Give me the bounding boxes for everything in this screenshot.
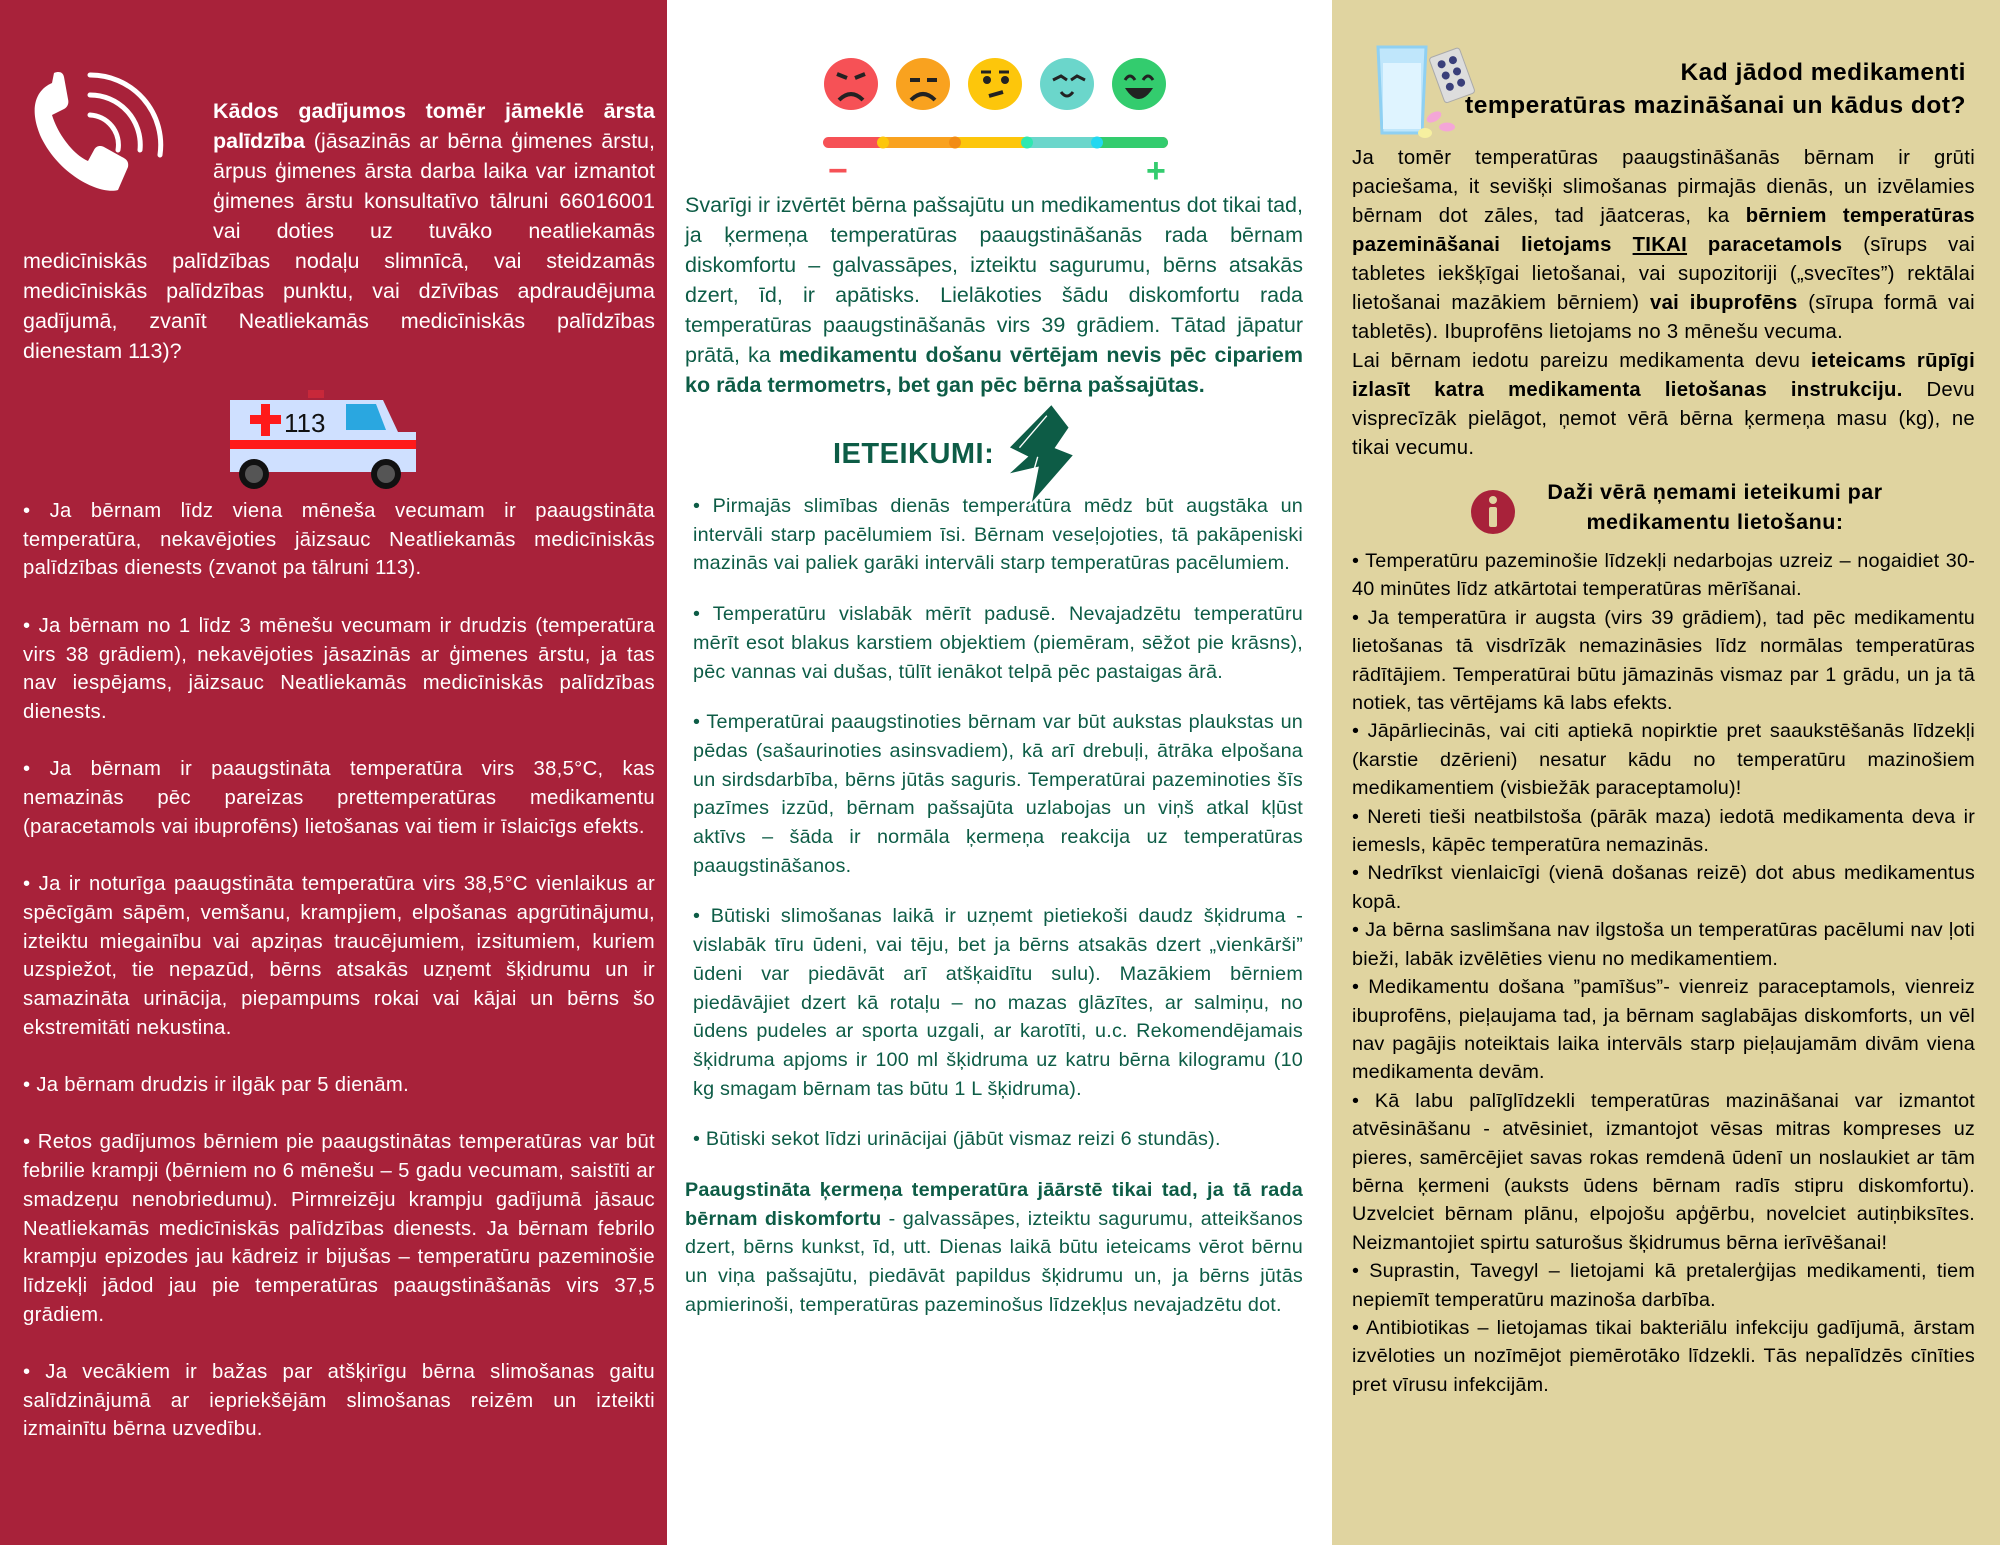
scale-plus-label: + [1146,152,1166,187]
list-item: • Ja ir noturīga paaugstināta temperatūra virs 38,5°C vienlaikus ar spēcīgām sāpēm, vemšanu, krampjiem, elpošanas apgrūtinājumu, izteiktu miegainību vai apziņas traucējumiem, izsitumiem, kuriem uzspiežot, tie nepazūd, bērns atsakās uzņemt šķidrumu un ir samazināta urinācija, piepampums rokai vai kājai un bērns šo ekstremitāti nekustina. [23,873,655,1039]
right-bullet-list [1352,547,1975,1399]
list-item: • Temperatūru pazeminošie līdzekļi nedarbojas uzreiz – nogaidiet 30-40 minūtes līdz atkārtotai temperatūras mērīšanai. [1352,550,1975,601]
emphasis: bērniem temperatūras pazemināšanai lietojams [1352,205,1975,256]
left-intro-text: (jāsazinās ar bērna ģimenes ārstu, ārpus ģimenes ārsta darba laika var izmantot ģimenes ārstu konsultatīvo tālruni 66016001 vai doties uz tuvāko neatliekamās medicīniskās palīdzības nodaļu slimnīcā, vai steidzamās medicīniskās palīdzības punktu, vai dzīvības apdraudējuma gadījumā, zvanīt Neatliekamās medicīniskās palīdzības dienestam 113)? [23,129,655,363]
right-heading-line2: temperatūras mazināšanai un kādus dot? [1465,92,1966,119]
mid-bullet-list [685,492,1303,1154]
mid-final-paragraph [685,1176,1303,1320]
text: Ja tomēr temperatūras paaugstināšanās bērnam ir grūti paciešama, it sevišķi slimošanas pirmajās dienās, un izvēlamies bērnam dot zāles, tad jāatceras, ka [1352,147,1975,227]
sad-face-icon [896,58,950,110]
info-icon [1470,489,1516,535]
list-item: • Ja bērnam drudzis ir ilgāk par 5 dienām. [23,1074,410,1096]
list-item: • Temperatūrai paaugstinoties bērnam var būt aukstas plaukstas un pēdas (sašaurinoties asinsvadiem), kā arī drebuļi, ātrāka elpošana un sirdsdarbība, bērns jūtās saguris. Temperatūrai pazeminoties šīs pazīmes izzūd, bērnam pašsajūta uzlabojas un viņš atkal kļūst aktīvs – šāda ir normāla ķermeņa reakcija uz temperatūras paaugstināšanos. [693,711,1303,877]
list-item: • Ja bērnam līdz viena mēneša vecumam ir paaugstināta temperatūra, nekavējoties jāizsauc Neatliekamās medicīniskās palīdzības dienests (zvanot pa tālruni 113). [23,500,655,580]
list-item: • Jāpārliecinās, vai citi aptiekā nopirktie pret saaukstēšanās līdzekļi (karstie dzērieni) nesatur kādu no temperatūru mazinošiem medikamentiem (visbiežāk paraceptamolu)! [1352,720,1975,800]
right-paragraph-2 [1352,347,1975,463]
emphasis: vai ibuprofēns [1649,292,1798,314]
happy-face-icon [1112,58,1166,110]
scale-minus-label: − [828,152,848,187]
medication-tips-heading-line2: medikamentu lietošanu: [1586,510,1844,534]
list-item: • Nereti tieši neatbilstoša (pārāk maza) iedotā medikamenta deva ir iemesls, kāpēc temperatūra nemazinās. [1352,805,1975,857]
medication-tips-heading [1535,477,1895,537]
list-item: • Ja vecākiem ir bažas par atšķirīgu bērna slimošanas gaitu salīdzinājumā ar iepriekšējām slimošanas reizēm un izteikti izmainītu bērna uzvedību. [23,1361,655,1441]
tips-heading-row [685,400,1303,492]
middle-text-flow [685,190,1303,1320]
middle-column [667,0,1332,1545]
list-item: • Būtiski sekot līdzi urinācijai (jābūt vismaz reizi 6 stundās). [693,1128,1221,1151]
list-item: • Nedrīkst vienlaicīgi (vienā došanas reizē) dot abus medikamentus kopā. [1352,862,1975,913]
list-item: • Ja bērna saslimšana nav ilgstoša un temperatūras pacēlumi nav ļoti bieži, labāk izvēlēties vienu no medikamentiem. [1352,919,1975,970]
list-item: • Būtiski slimošanas laikā ir uzņemt pietiekoši daudz šķidruma - vislabāk tīru ūdeni, vai tēju, bet ja bērns atsakās dzert „vienkārši” ūdeni var piedāvāt arī atšķaidītu sulu). Mazākiem bērniem piedāvājiet dzert kā rotaļu – no mazas glāzītes, ar salmiņu, no ūdens pudeles ar sporta uzgali, ar karotīti, u.c. Rekomendējamais šķidruma apjoms ir 100 ml šķidruma uz katru bērna kilogramu (10 kg smagam bērnam tas būtu 1 L šķidruma). [693,905,1303,1100]
text: (sīrupa formā vai tabletēs). Ibuprofēns lietojams no 3 mēnešu vecuma. [1352,292,1975,343]
list-item: • Temperatūru vislabāk mērīt padusē. Nevajadzētu temperatūru mērīt esot blakus karstiem objektiem (piemēram, sēžot pie krāsns), pēc vannas vai dušas, tūlīt ienākot telpā pēc pastaigas ārā. [693,603,1303,683]
tips-heading: IETEIKUMI: [833,438,995,470]
text: Devu visprecīzāk pielāgot, ņemot vērā bērna ķermeņa masu (kg), ne tikai vecumu. [1352,379,1975,459]
list-item: • Pirmajās slimības dienās temperatūra mēdz būt augstāka un intervāli starp pacēlumiem īsi. Bērnam veseļojoties, tā pakāpeniski mazinās vai paliek garāki intervāli starp temperatūras pacēlumiem. [693,495,1303,575]
content-face-icon [1040,58,1094,110]
right-heading [1465,56,1966,122]
neutral-face-icon [968,58,1022,110]
emphasis: ieteicams rūpīgi izlasīt katra medikamenta lietošanas instrukciju. [1352,350,1976,401]
ambulance-icon [228,390,420,490]
list-item: • Ja bērnam ir paaugstināta temperatūra virs 38,5°C, kas nemazinās pēc pareizas prettemperatūras medikamentu (paracetamols vai ibuprofēns) lietošanas vai tiem ir īslaicīgs efekts. [23,758,655,838]
list-item: • Suprastin, Tavegyl – lietojami kā pretalerģijas medikamenti, tiem nepiemīt temperatūru mazinoša darbība. [1352,1260,1975,1311]
list-item: • Kā labu palīglīdzekli temperatūras mazināšanai var izmantot atvēsināšanu - atvēsiniet, izmantojot vēsas mitras kompreses uz pieres, samērcējiet savas rokas remdenā ūdenī un noslaukiet ar tām bērna ķermeni (auksts ūdens bērnam radīs stipru diskomfortu). Uzvelciet bērnam plānu, elpojošu apģērbu, novelciet autiņbiksītes. Neizmantojiet spirtu saturošus šķidrumus bērna ierīvēšanai! [1352,1089,1975,1254]
ambulance-number: 113 [284,408,326,438]
left-intro-heading: Kādos gadījumos tomēr jāmeklē ārsta palīdzība [213,99,655,153]
right-heading-line1: Kad jādod medikamenti [1680,59,1966,86]
right-paragraph-1 [1352,144,1975,347]
list-item: • Retos gadījumos bērniem pie paaugstinātas temperatūras var būt febrilie krampji (bērniem no 6 mēnešu – 5 gadu vecumam, saistīti ar smadzeņu nenobriedumu). Pirmreizēju krampju gadījumā jāsauc Neatliekamās medicīniskās palīdzības dienests. Ja bērnam febrilo krampju epizodes jau kādreiz ir bijušas – temperatūru pazeminošie līdzekļi jādod jau pie temperatūras paaugstināšanās virs 37,5 grādiem. [23,1131,655,1326]
list-item: • Medikamentu došana ”pamīšus”- vienreiz paraceptamols, vienreiz ibuprofēns, pieļaujama tad, ja bērnam saglabājas diskomforts, un vēl nav pagājis noteiktais laika intervāls starp pieļaujamām divām viena medikamenta devām. [1352,976,1975,1084]
mid-final-text: - galvassāpes, izteiktu sagurumu, atteikšanos dzert, bērns kunkst, īd, utt. Dienas laikā būtu ieteicams vērot bērnu un viņa pašsajūtu, piedāvāt papildus šķidrumu un, ja bērns jūtās apmierinoši, temperatūras pazeminošus līdzekļus nevajadzētu dot. [685,1207,1303,1316]
angry-face-icon [824,58,878,110]
list-item: • Ja temperatūra ir augsta (virs 39 grādiem), tad pēc medikamentu lietošanas tā visdrīzāk nemazināsies līdz normālas temperatūras rādītājiem. Temperatūrai būtu jāmazinās vismaz par 1 grādu, un ja tā notiek, tas vērtējams kā labs efekts. [1352,606,1975,715]
mid-intro-emphasis: medikamentu došanu vērtējam nevis pēc cipariem ko rāda termometrs, bet gan pēc bērna pašsajūtas. [685,343,1303,397]
emphasis: paracetamols [1687,234,1843,256]
right-text-flow [1352,144,1975,1399]
left-intro-paragraph [23,96,655,366]
text: Lai bērnam iedotu pareizu medikamenta devu [1352,350,1811,372]
right-intro-paragraphs [1352,144,1975,463]
list-item: • Antibiotikas – lietojamas tikai bakteriālu infekciju gadījumā, ārstam izvēloties un nozīmējot piemērotāko līdzekli. Tās nepalīdzēs cīnīties pret vīrusu infekcijām. [1352,1316,1975,1396]
list-item: • Ja bērnam no 1 līdz 3 mēnešu vecumam ir drudzis (temperatūra virs 38 grādiem), nekavējoties jāsazinās ar ģimenes ārstu, ja tas nav iespējams, jāizsauc Neatliekamās medicīniskās palīdzības dienests. [23,614,655,723]
medication-tips-heading-block [1352,477,1975,547]
mood-scale-graphic [813,52,1173,187]
mid-intro-text: Svarīgi ir izvērtēt bērna pašsajūtu un medikamentus dot tikai tad, ja ķermeņa temperatūras paaugstināšanās rada bērnam diskomfortu – galvassāpes, izteiktu sagurumu, bērns atsakās dzert, īd, ir apātisks. Lielākoties šādu diskomfortu rada temperatūras paaugstināšanās virs 39 grādiem. Tātad jāpatur prātā, ka [685,193,1303,367]
mid-final-emphasis: Paaugstināta ķermeņa temperatūra jāārstē tikai tad, ja tā rada bērnam diskomfortu [685,1179,1303,1230]
mid-intro-paragraph [685,190,1303,400]
emphasis-underlined: TIKAI [1632,234,1688,256]
lightning-bolt-icon [1000,402,1080,507]
text: (sīrups vai tabletes iekšķīgai lietošanai, vai supozitoriji („svecītes”) rektālai lietošanai mazākiem bērniem) [1352,234,1975,314]
medication-tips-heading-line1: Daži vērā ņemami ieteikumi par [1547,480,1883,504]
scale-bar [823,137,1168,149]
left-bullet-list [23,497,655,1473]
left-column [0,0,667,1545]
